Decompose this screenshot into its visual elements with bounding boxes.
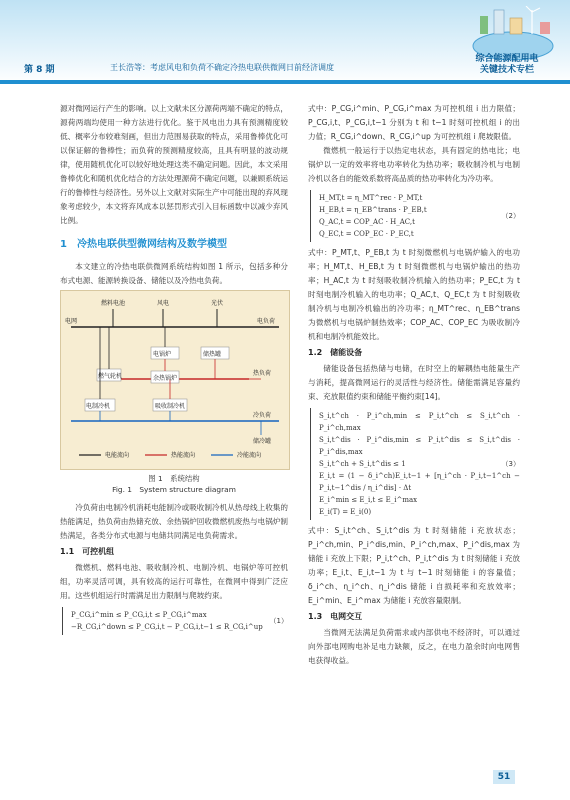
label-elec-load: 电负荷 — [257, 319, 276, 325]
legend-elec: 电能流向 — [105, 453, 130, 459]
where-3: 式中：S_i,t^ch、S_i,t^dis 为 t 时刻储能 i 充放状态；P_i^ch,min、P_i^dis,min、P_i^ch,max、P_i^dis,max 为储能 i 充放上下限；P_i,t^ch、P_i,t^dis 为 t 时刻储能 i 充放功率；E_i,t、E_i,t−1 为 t 与 t−1 时刻储能 i 的容量值；δ_i^ch、η_i^ch、η_i^dis 储能 i 自损耗率和充放效率；E_i^min、E_i^max 为储能 i 充放容量限制。 — [308, 526, 520, 605]
eq3-number: （3） — [501, 460, 520, 468]
eq1-number: （1） — [269, 617, 288, 625]
header-rule — [0, 80, 570, 84]
subsection-1-3-heading: 1.3 电网交互 — [308, 612, 363, 621]
eq2-line2: H_EB,t = η_EB^trans · P_EB,t — [319, 206, 427, 214]
eq3-line6: E_i(T) = E_i(0) — [319, 508, 372, 516]
where-1: 式中：P_CG,i^min、P_CG,i^max 为可控机组 i 出力限值；P_CG,i,t、P_CG,i,t−1 分别为 t 和 t−1 时刻可控机组 i 的出力值；R_CG,i^down、R_CG,i^up 为可控机组 i 爬坡限值。 — [308, 104, 520, 141]
equation-2 — [310, 190, 520, 242]
subsection-1-2-paragraph: 储能设备包括热储与电储，在时空上的解耦热电能量生产与消耗，提高微网运行的灵活性与经济性。储能需满足容量约束、充放限值约束和储能平衡约束[14]。 — [308, 364, 520, 401]
figure-caption-cn: 图 1 系统结构 — [148, 474, 200, 483]
label-cold-load: 冷负荷 — [253, 413, 272, 419]
running-title: 王长浩等：考虑风电和负荷不确定冷热电联供微网日前经济调度 — [110, 63, 334, 72]
label-heat-load: 热负荷 — [253, 371, 272, 377]
label-fuel-cell: 燃料电池 — [101, 301, 126, 307]
label-waste-boiler: 余热锅炉 — [153, 376, 178, 382]
legend-cold: 冷能流向 — [237, 453, 262, 459]
section-1-paragraph: 本文建立的冷热电联供微网系统结构如图 1 所示，包括多种分布式电源、能源转换设备、储能以及冷热电负荷。 — [60, 262, 288, 285]
page-number: 51 — [493, 770, 515, 784]
figure-caption — [60, 473, 288, 495]
subsection-1-1-paragraph: 微燃机、燃料电池、吸收制冷机、电制冷机、电锅炉等可控机组，功率灵活可调，具有较高的运行可靠性，在微网中得到广泛应用。这些机组运行时需满足出力限制与爬坡约束。 — [60, 563, 288, 600]
label-pv: 光伏 — [211, 301, 224, 307]
eq2-line3: Q_AC,t = COP_AC · H_AC,t — [319, 218, 415, 226]
section-1-heading: 1 冷热电联供型微网结构及数学模型 — [60, 239, 227, 250]
eq2-line1: H_MT,t = η_MT^rec · P_MT,t — [319, 194, 423, 202]
after-figure-paragraph: 冷负荷由电制冷机消耗电能制冷或吸收制冷机从热母线上收集的热能满足，热负荷由热储充放、余热锅炉回收微燃机废热与电锅炉制热满足，各类分布式电源与电储共同满足电负荷需求。 — [60, 503, 288, 540]
equation-3 — [310, 408, 520, 520]
eq3-line4: E_i,t = (1 − δ_i^ch)E_i,t−1 + [η_i^ch · P_i,t−1^ch − P_i,t−1^dis / η_i^dis] · Δt — [319, 472, 520, 492]
eq3-line5: E_i^min ≤ E_i,t ≤ E_i^max — [319, 496, 418, 504]
right-column — [308, 102, 520, 668]
system-structure-figure — [60, 290, 290, 470]
column-tag-line2: 关键技术专栏 — [479, 65, 534, 75]
label-elec-chiller: 电制冷机 — [86, 404, 111, 410]
system-structure-diagram — [61, 291, 289, 469]
eq2-line4: Q_EC,t = COP_EC · P_EC,t — [319, 230, 414, 238]
column-tag-line1: 综合能源配用电 — [475, 54, 539, 64]
figure-caption-en: Fig. 1 System structure diagram — [112, 485, 236, 494]
where-2: 式中：P_MT,t、P_EB,t 为 t 时刻微燃机与电锅炉输入的电功率；H_MT,t、H_EB,t 为 t 时刻微燃机与电锅炉输出的热功率；H_AC,t 为 t 时刻吸收制冷机输入的热功率；P_EC,t 为 t 时刻电制冷机输入的电功率；Q_AC,t、Q_EC,t 为 t 时刻吸收制冷机与电制冷机输出的冷功率；η_MT^rec、η_EB^trans 为微燃机与电锅炉制热效率；COP_AC、COP_EC 为吸收制冷机和电制冷机能效比。 — [308, 248, 520, 341]
eq2-number: （2） — [501, 212, 520, 220]
equation-1 — [62, 607, 288, 635]
left-column — [60, 102, 288, 639]
conversion-paragraph: 微燃机一般运行于以热定电状态，具有固定的热电比；电锅炉以一定的效率将电功率转化为热功率；吸收制冷机与电制冷机以各自的能效系数将高品质的热功率转化为冷功率。 — [308, 146, 520, 183]
eq1-line2: −R_CG,i^down ≤ P_CG,i,t − P_CG,i,t−1 ≤ R_CG,i^up — [71, 623, 263, 631]
label-grid: 电网 — [65, 319, 78, 325]
subsection-1-2-heading: 1.2 储能设备 — [308, 348, 363, 357]
label-heat-storage: 储热罐 — [203, 352, 222, 358]
subsection-1-3-paragraph: 当微网无法满足负荷需求或内部供电不经济时，可以通过向外部电网购电补足电力缺额，反之，在电力盈余时向电网售电获得收益。 — [308, 628, 520, 665]
legend-heat: 热能流向 — [171, 453, 196, 459]
eq1-line1: P_CG,i^min ≤ P_CG,i,t ≤ P_CG,i^max — [71, 611, 207, 619]
intro-paragraph: 源对微网运行产生的影响。以上文献未区分源荷两端不确定的特点，源荷两端均使用一种方法进行优化。鉴于风电出力具有预测精度较低、概率分布较难刻画，但出力范围易获取的特点，采用鲁棒优化可以保证解的鲁棒性；而负荷的预测精度较高，且具有明显的波动规律，使用随机优化可以较好地处理这类不确定问题。因此，本文采用鲁棒优化和随机优化结合的方法处理源荷不确定问题，以兼顾系统运行的鲁棒性与经济性。另外以上文献对实际生产中可能出现的弃风现象考虑较少，本文将弃风成本以惩罚形式引入目标函数中以减少弃风比例。 — [60, 104, 288, 225]
eq3-line3: S_i,t^ch + S_i,t^dis ≤ 1 — [319, 460, 406, 468]
label-elec-boiler: 电锅炉 — [153, 352, 172, 358]
label-absorption-chiller: 吸收制冷机 — [155, 404, 186, 410]
subsection-1-1-heading: 1.1 可控机组 — [60, 547, 115, 556]
eq3-line1: S_i,t^ch · P_i^ch,min ≤ P_i,t^ch ≤ S_i,t^ch · P_i^ch,max — [319, 412, 520, 432]
eq3-line2: S_i,t^dis · P_i^dis,min ≤ P_i,t^dis ≤ S_i,t^dis · P_i^dis,max — [319, 436, 520, 456]
label-gas-turbine: 燃气轮机 — [98, 374, 123, 380]
label-wind: 风电 — [157, 301, 170, 307]
issue-number: 第 8 期 — [24, 65, 55, 75]
column-tag — [448, 54, 566, 76]
energy-globe-illustration — [470, 6, 556, 60]
label-cold-storage: 储冷罐 — [253, 439, 272, 445]
page-header — [0, 0, 570, 84]
